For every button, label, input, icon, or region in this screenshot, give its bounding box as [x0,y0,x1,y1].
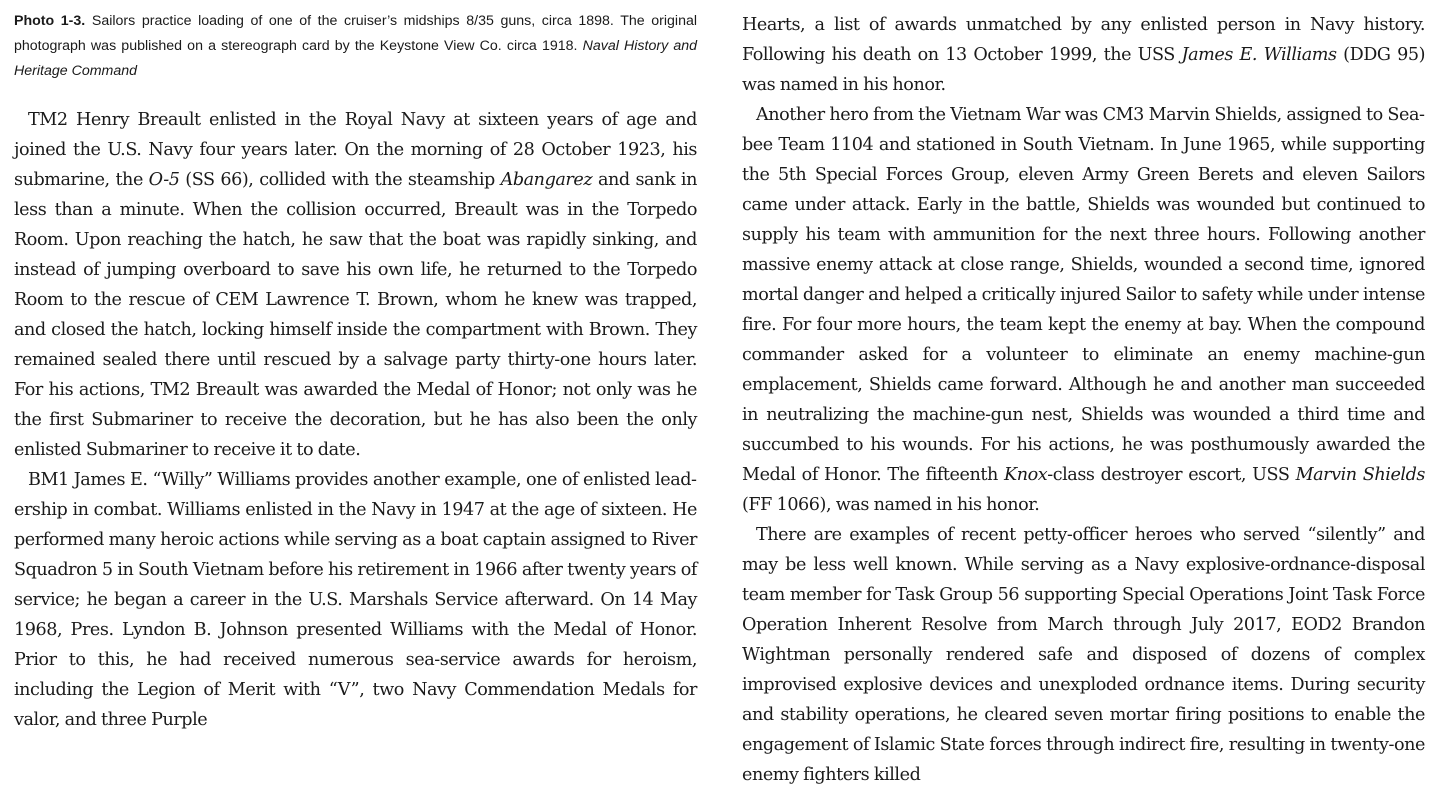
paragraph-text: (DDG 95) was named in his honor. [742,45,1425,95]
caption-text: Sailors practice loading of one of the cruiser’s midships 8/35 guns, circa 1898. The original photograph was published on a stereograph card by the Keystone View Co. circa 1918. [14,13,698,54]
caption-label: Photo 1-3. [14,13,86,29]
paragraph-text: (SS 66), collided with the steamship [179,170,501,190]
paragraph-shields [742,100,1425,520]
right-column [742,0,1425,790]
left-column [14,0,697,735]
caption-credit: Naval History and Heritage Command [14,38,697,79]
paragraph-williams: BM1 James E. “Willy” Williams provides another example, one of enlisted leadership in combat. Williams enlisted in the Navy in 1947 at the age of sixteen. He performed many heroic actions while serving as a boat captain assigned to River Squadron 5 in South Vietnam before his retirement in 1966 after twenty years of service; he began a career in the U.S. Marshals Service afterward. On 14 May 1968, Pres. Lyndon B. Johnson presented Williams with the Medal of Honor. Prior to this, he had received numerous sea-service awards for heroism, including the Legion of Merit with “V”, two Navy Commendation Medals for valor, and three Purple [14,470,697,730]
paragraph-text: -class destroyer escort, USS [1047,465,1296,485]
photo-caption [14,0,697,84]
ship-name: James E. Williams [1181,45,1337,65]
paragraph-text: (FF 1066), was named in his honor. [742,495,1040,515]
paragraph-williams-continued [742,10,1425,100]
paragraph-text: and sank in less than a minute. When the collision occurred, Breault was in the Torpedo Room. Upon reaching the hatch, he saw that the boat was rapidly sinking, and instead of jumping overboard to save his own life, he returned to the Torpedo Room to the rescue of CEM Lawrence T. Brown, whom he knew was trapped, and closed the hatch, locking himself inside the compartment with Brown. They remained sealed there until rescued by a salvage party thirty-one hours later. For his actions, TM2 Breault was awarded the Medal of Honor; not only was he the first Submariner to receive the decoration, but he has also been the only enlisted Submariner to receive it to date. [14,170,697,460]
paragraph-wightman: There are examples of recent petty-officer heroes who served “silently” and may be less well known. While serving as a Navy explosive-ordnance-disposal team member for Task Group 56 supporting Special Operations Joint Task Force Operation Inherent Resolve from March through July 2017, EOD2 Brandon Wightman personally rendered safe and disposed of dozens of complex improvised explosive devices and unexploded ordnance items. During security and stability operations, he cleared seven mortar firing positions to enable the engagement of Islamic State forces through indirect fire, resulting in twenty-one enemy fighters killed [742,525,1425,785]
left-body [14,84,697,735]
ship-class: Knox [1004,465,1048,485]
right-body [742,0,1425,790]
paragraph-text: Hearts, a list of awards unmatched by any enlisted person in Navy history. Following his death on 13 October 1999, the USS [742,15,1425,65]
paragraph-text: Another hero from the Vietnam War was CM3 Marvin Shields, assigned to Seabee Team 1104 and stationed in South Vietnam. In June 1965, while supporting the 5th Special Forces Group, eleven Army Green Berets and eleven Sailors came under attack. Early in the battle, Shields was wounded but continued to supply his team with ammunition for the next three hours. Following another massive enemy attack at close range, Shields, wounded a second time, ignored mortal danger and helped a critically injured Sailor to safety while under intense fire. For four more hours, the team kept the enemy at bay. When the compound commander asked for a volunteer to eliminate an enemy machine-gun emplacement, Shields came forward. Although he and another man succeeded in neutralizing the machine-gun nest, Shields was wounded a third time and succumbed to his wounds. For his actions, he was posthumously awarded the Medal of Honor. The fifteenth [742,105,1425,485]
ship-name: O-5 [148,170,180,190]
paragraph-breault [14,105,697,465]
ship-name: Abangarez [500,170,593,190]
paragraph-text: TM2 Henry Breault enlisted in the Royal Navy at sixteen years of age and joined the U.S. Navy four years later. On the morning of 28 October 1923, his submarine, the [14,110,697,190]
ship-name: Marvin Shields [1295,465,1425,485]
